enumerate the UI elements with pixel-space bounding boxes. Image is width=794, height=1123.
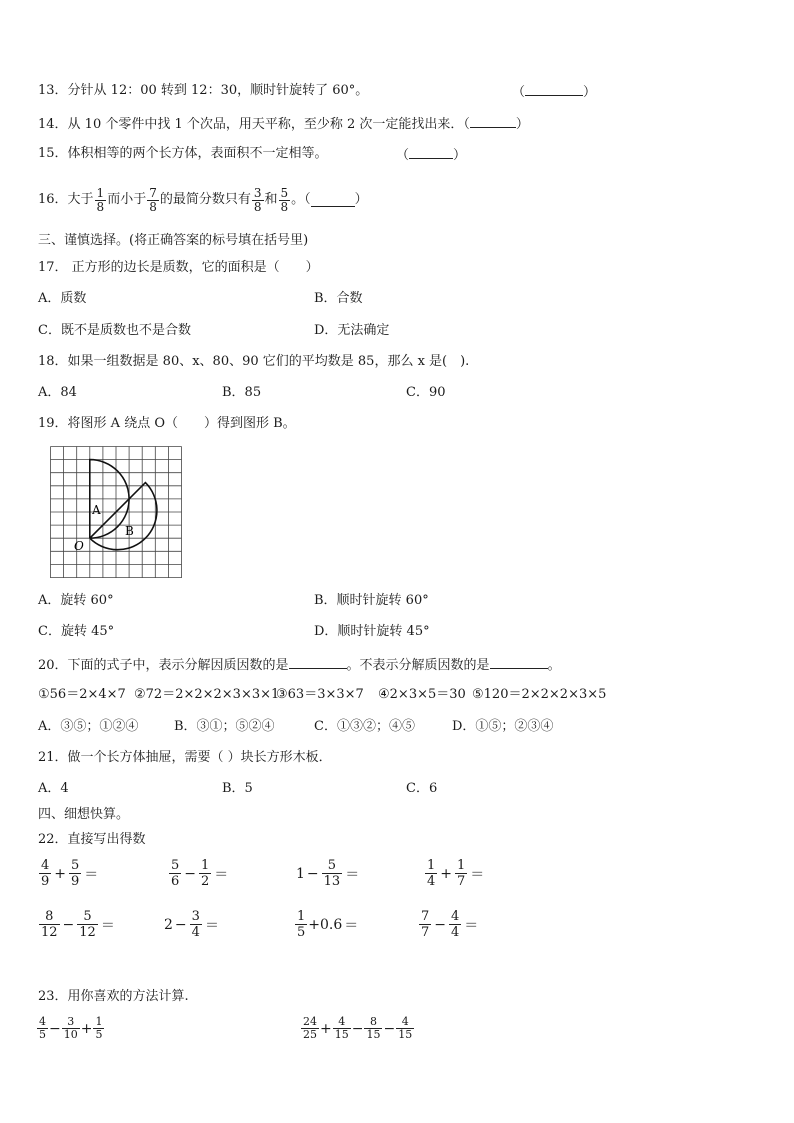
rotation-grid-figure xyxy=(50,446,184,580)
q19-option-d[interactable]: D．顺时针旋转 45° xyxy=(314,624,430,639)
q21-option-a[interactable]: A．4 xyxy=(38,781,69,796)
calc-expression-10: $\frac{24}{25}$ + $\frac{4}{15}$ − $\frac{8}{15}$ − $\frac{4}{15}$ xyxy=(303,1015,413,1041)
q19-option-c[interactable]: C．旋转 45° xyxy=(38,624,115,639)
question-13 xyxy=(38,83,368,99)
q20-item-2: ②72＝2×2×2×3×3×1 xyxy=(134,687,280,702)
q20-item-5: ⑤120＝2×2×2×3×5 xyxy=(472,687,607,702)
q18-option-c[interactable]: C．90 xyxy=(406,385,446,400)
q20-option-d[interactable]: D．①⑤；②③④ xyxy=(452,719,554,734)
answer-blank[interactable] xyxy=(525,83,583,96)
q20-option-c[interactable]: C．①③②；④⑤ xyxy=(314,719,415,734)
q19-option-a[interactable]: A．旋转 60° xyxy=(38,593,114,608)
section-4-heading: 四、细想快算。 xyxy=(38,807,130,822)
q20-item-3: ③63＝3×3×7 xyxy=(276,687,364,702)
q17-option-c[interactable]: C．既不是质数也不是合数 xyxy=(38,323,191,338)
figure-b-label: B xyxy=(125,524,134,538)
answer-blank[interactable] xyxy=(311,194,355,207)
question-13-text: 13．分针从 12：00 转到 12：30，顺时针旋转了 60°。 xyxy=(38,83,369,98)
q19-option-b[interactable]: B．顺时针旋转 60° xyxy=(314,593,429,608)
q17-option-d[interactable]: D．无法确定 xyxy=(314,323,390,338)
calc-expression-5: $\frac{8}{12}$ − $\frac{5}{12}$ ＝ xyxy=(41,909,115,940)
q18-option-b[interactable]: B．85 xyxy=(222,385,262,400)
fraction: $\frac{3}{8}$ xyxy=(253,185,262,214)
question-17-text: 17． 正方形的边长是质数，它的面积是（ ） xyxy=(38,260,319,275)
calc-expression-7: $\frac{1}{5}$ +0.6 ＝ xyxy=(297,909,359,940)
answer-blank[interactable] xyxy=(409,146,453,159)
question-14-text: 14．从 10 个零件中找 1 个次品，用天平称，至少称 2 次一定能找出来．（ xyxy=(38,117,470,132)
question-23-text: 23．用你喜欢的方法计算. xyxy=(38,989,189,1004)
calc-expression-2: $\frac{5}{6}$ − $\frac{1}{2}$ ＝ xyxy=(171,858,229,889)
question-15-answer[interactable]: （ ） xyxy=(396,148,467,163)
question-19-text: 19．将图形 A 绕点 O（ ）得到图形 B。 xyxy=(38,416,296,431)
figure-a-label: A xyxy=(92,503,101,517)
point-o-label: O xyxy=(74,539,84,553)
calc-expression-6: 2 − $\frac{3}{4}$ ＝ xyxy=(164,909,219,940)
answer-blank[interactable] xyxy=(289,656,347,669)
q18-option-a[interactable]: A．84 xyxy=(38,385,77,400)
question-15-text: 15．体积相等的两个长方体，表面积不一定相等。 xyxy=(38,146,328,161)
q17-option-b[interactable]: B．合数 xyxy=(314,291,363,306)
section-3-heading: 三、谨慎选择。(将正确答案的标号填在括号里) xyxy=(38,233,309,248)
question-21-text: 21．做一个长方体抽屉，需要（ ）块长方形木板． xyxy=(38,750,332,765)
question-16: 16．大于 $\frac{1}{8}$ 而小于 $\frac{7}{8}$ 的最简分数只有 $\frac{3}{8}$ 和 $\frac{5}{8}$ 。（ ） xyxy=(38,185,368,214)
question-13-answer[interactable]: （ ） xyxy=(512,85,597,100)
question-20: 20．下面的式子中，表示分解因质因数的是 。不表示分解质因数的是 。 xyxy=(38,658,561,673)
q20-item-1: ①56＝2×4×7 xyxy=(38,687,126,702)
q17-option-a[interactable]: A．质数 xyxy=(38,291,87,306)
calc-expression-9: $\frac{4}{5}$ − $\frac{3}{10}$ + $\frac{1}{5}$ xyxy=(39,1015,103,1041)
answer-blank[interactable] xyxy=(490,656,548,669)
fraction: $\frac{7}{8}$ xyxy=(149,185,157,214)
q21-option-b[interactable]: B．5 xyxy=(222,781,253,796)
calc-expression-8: $\frac{7}{7}$ − $\frac{4}{4}$ ＝ xyxy=(421,909,479,940)
question-14: 14．从 10 个零件中找 1 个次品，用天平称，至少称 2 次一定能找出来．（ ） xyxy=(38,117,529,132)
fraction: $\frac{1}{8}$ xyxy=(96,185,105,214)
calc-expression-4: $\frac{1}{4}$ + $\frac{1}{7}$ ＝ xyxy=(427,858,485,889)
calc-expression-1: $\frac{4}{9}$ + $\frac{5}{9}$ ＝ xyxy=(41,858,99,889)
answer-blank[interactable] xyxy=(470,115,516,128)
q20-item-4: ④2×3×5＝30 xyxy=(378,687,466,702)
fraction: $\frac{5}{8}$ xyxy=(280,185,289,214)
q20-option-b[interactable]: B．③①；⑤②④ xyxy=(174,719,275,734)
question-22-text: 22．直接写出得数 xyxy=(38,832,146,847)
q20-option-a[interactable]: A．③⑤；①②④ xyxy=(38,719,139,734)
calc-expression-3: 1 − $\frac{5}{13}$ ＝ xyxy=(296,858,360,889)
question-15 xyxy=(38,146,328,162)
q21-option-c[interactable]: C．6 xyxy=(406,781,438,796)
question-18-text: 18．如果一组数据是 80、x、80、90 它们的平均数是 85，那么 x 是( ). xyxy=(38,354,470,369)
